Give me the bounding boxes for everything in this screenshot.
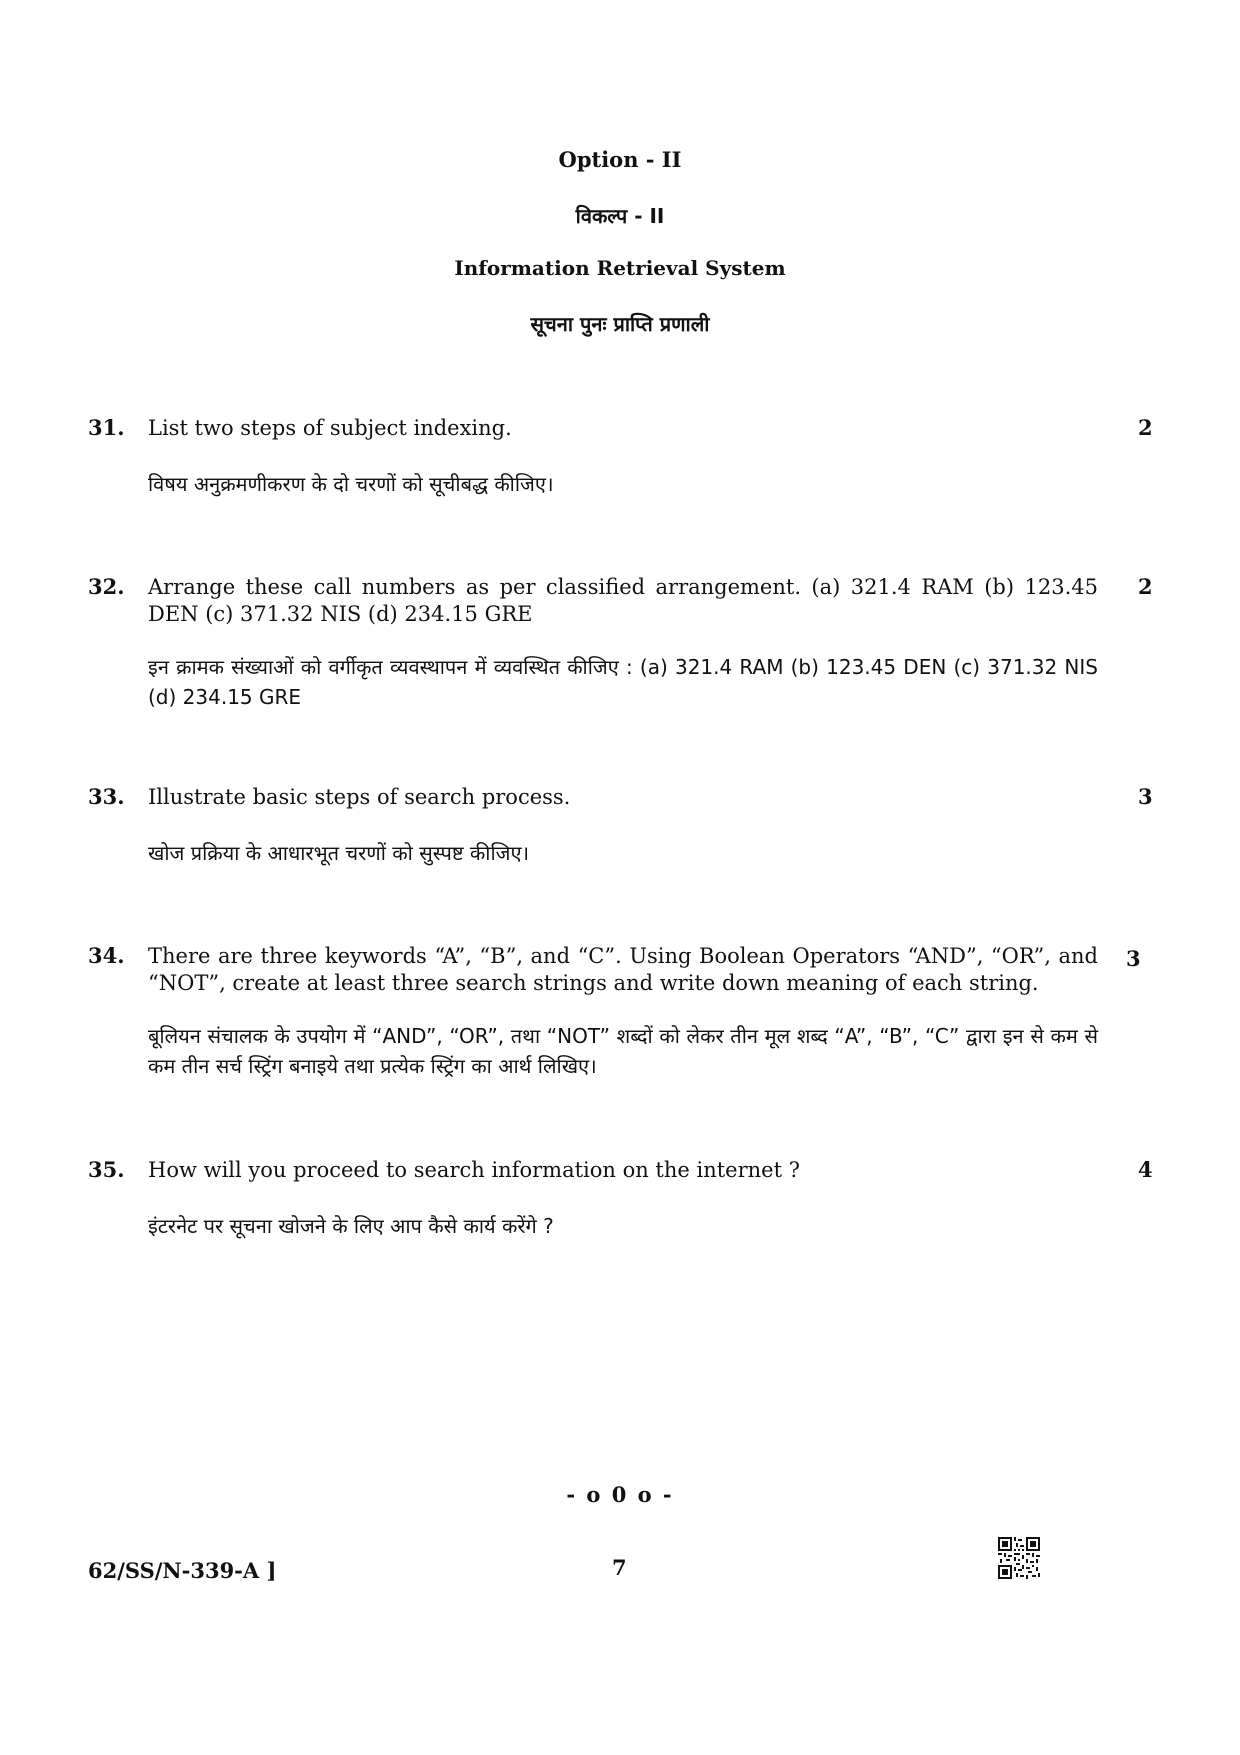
question-marks: 4 — [1138, 1157, 1153, 1182]
question-text-en: How will you proceed to search information on the internet ? — [148, 1158, 800, 1182]
question-number: 35. — [88, 1157, 125, 1182]
question-number: 32. — [88, 574, 125, 599]
question-text-hi: बूलियन संचालक के उपयोग में “AND”, “OR”, तथा “NOT” शब्दों को लेकर तीन मूल शब्द “A”, “B”, “C” द्वारा इन से कम से कम तीन सर्च स्ट्रिंग बनाइये तथा प्रत्येक स्ट्रिंग का आर्थ लिखिए। — [148, 1024, 1098, 1078]
question-text-en: Arrange these call numbers as per classified arrangement. (a) 321.4 RAM (b) 123.45 DEN (c) 371.32 NIS (d) 234.15 GRE — [148, 575, 1098, 626]
question-number: 31. — [88, 415, 125, 440]
question-text-hi: खोज प्रक्रिया के आधारभूत चरणों को सुस्पष्ट कीजिए। — [148, 841, 530, 865]
question-text-en: Illustrate basic steps of search process. — [148, 785, 571, 809]
question-text-en: List two steps of subject indexing. — [148, 416, 512, 440]
question-text-hi: इन क्रामक संख्याओं को वर्गीकृत व्यवस्थापन में व्यवस्थित कीजिए : (a) 321.4 RAM (b) 123.45 DEN (c) 371.32 NIS (d) 234.15 GRE — [148, 655, 1098, 709]
paper-code: 62/SS/N-339-A ] — [88, 1558, 277, 1583]
qr-code-icon — [998, 1537, 1040, 1579]
subject-title-en: Information Retrieval System — [454, 256, 786, 280]
option-title-en: Option - II — [558, 147, 682, 172]
question-number: 33. — [88, 784, 125, 809]
question-marks: 3 — [1138, 784, 1153, 809]
question-text-hi: विषय अनुक्रमणीकरण के दो चरणों को सूचीबद्ध कीजिए। — [148, 472, 554, 496]
question-marks: 2 — [1138, 574, 1153, 599]
end-of-paper-mark: - o 0 o - — [566, 1482, 674, 1507]
page-number: 7 — [612, 1555, 627, 1580]
question-text-en: There are three keywords “A”, “B”, and “C”. Using Boolean Operators “AND”, “OR”, and “NOT”, create at least three search strings and write down meaning of each string. — [148, 944, 1098, 995]
question-marks: 3 — [1126, 946, 1141, 971]
option-title-hi: विकल्प - II — [575, 204, 665, 228]
question-text-hi: इंटरनेट पर सूचना खोजने के लिए आप कैसे कार्य करेंगे ? — [148, 1214, 554, 1238]
question-marks: 2 — [1138, 415, 1153, 440]
question-number: 34. — [88, 943, 125, 968]
subject-title-hi: सूचना पुनः प्राप्ति प्रणाली — [530, 312, 710, 336]
